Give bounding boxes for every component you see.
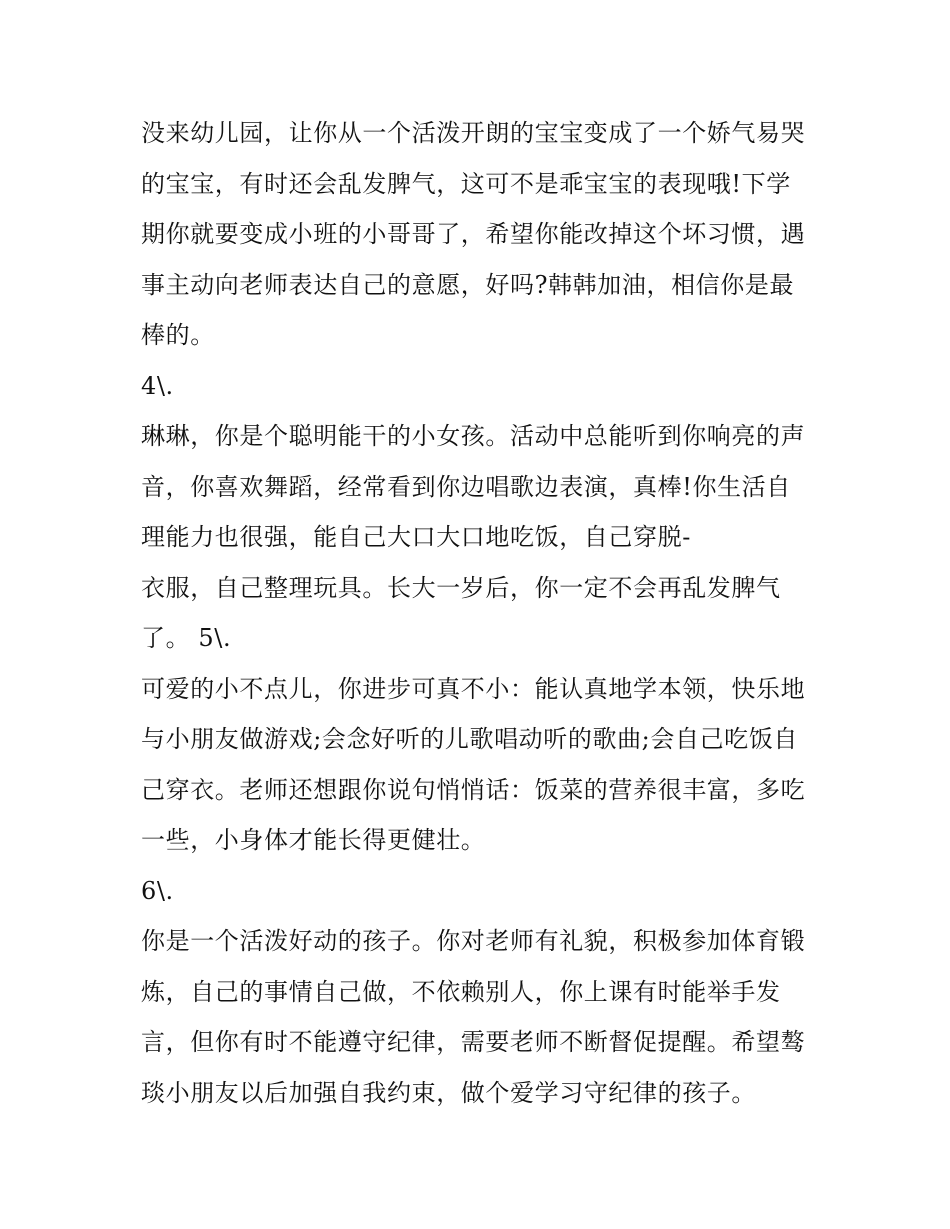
text-line: 没来幼儿园，让你从一个活泼开朗的宝宝变成了一个娇气易哭: [141, 119, 806, 147]
text-line: 可爱的小不点儿，你进步可真不小：能认真地学本领，快乐地: [141, 674, 806, 703]
text-line: 琳琳，你是个聪明能干的小女孩。活动中总能听到你响亮的声: [141, 422, 806, 450]
text-line: 棒的。: [141, 321, 215, 349]
text-line: 音，你喜欢舞蹈，经常看到你边唱歌边表演，真棒!你生活自: [141, 472, 791, 501]
text-line: 琰小朋友以后加强自我约束，做个爱学习守纪律的孩子。: [141, 1078, 756, 1107]
text-line: 衣服，自己整理玩具。长大一岁后，你一定不会再乱发脾气: [141, 573, 781, 602]
text-line: 一些，小身体才能长得更健壮。: [141, 826, 486, 854]
text-line: 己穿衣。老师还想跟你说句悄悄话：饭菜的营养很丰富，多吃: [141, 775, 806, 804]
text-line: 期你就要变成小班的小哥哥了，希望你能改掉这个坏习惯，遇: [141, 220, 806, 248]
text-line: 炼，自己的事情自己做，不依赖别人，你上课有时能举手发: [141, 977, 781, 1006]
text-line: 言，但你有时不能遵守纪律，需要老师不断督促提醒。希望骜: [141, 1028, 806, 1056]
text-line: 你是一个活泼好动的孩子。你对老师有礼貌，积极参加体育锻: [141, 927, 806, 955]
document-body: [141, 108, 841, 1118]
text-line: 与小朋友做游戏;会念好听的儿歌唱动听的歌曲;会自己吃饭自: [141, 725, 798, 753]
section-number: 6\.: [141, 876, 174, 905]
text-line: 的宝宝，有时还会乱发脾气，这可不是乖宝宝的表现哦!下学: [141, 169, 791, 198]
section-number: 4\.: [141, 371, 174, 400]
text-line: 理能力也很强，能自己大口大口地吃饭，自己穿脱-: [141, 523, 691, 551]
text-line: 了。 5\.: [141, 624, 232, 652]
text-line: 事主动向老师表达自己的意愿，好吗?韩韩加油，相信你是最: [141, 270, 795, 299]
